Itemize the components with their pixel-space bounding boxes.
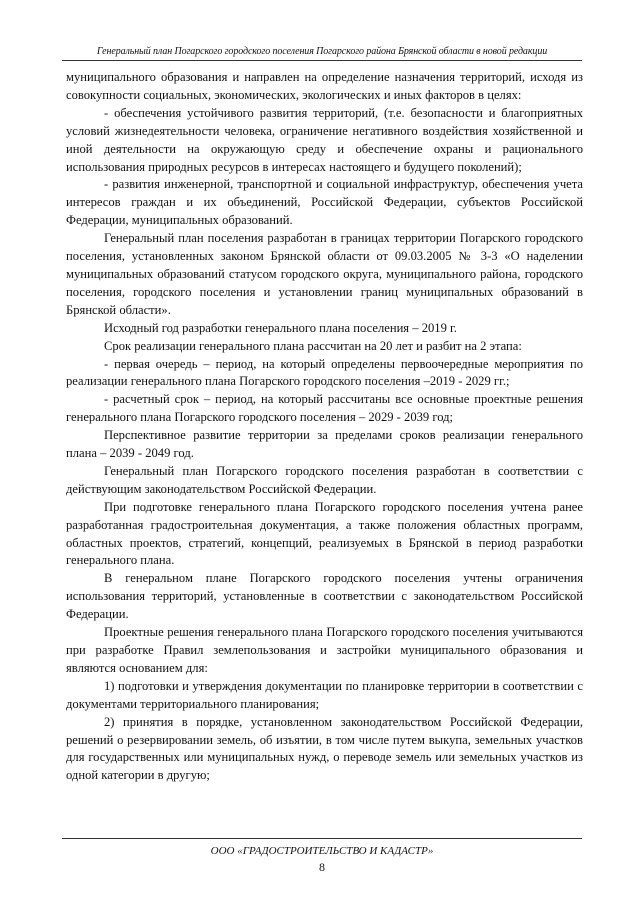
paragraph: 2) принятия в порядке, установленном законодательством Российской Федерации, решений о резервировании земель, об изъятии, в том числе путем выкупа, земельных участков для государственных или муниципальных нужд, о переводе земель или земельных участков из одной категории в другую; [66,714,583,783]
document-body [66,69,583,785]
paragraph: В генеральном плане Погарского городского поселения учтены ограничения использования территорий, установленные в соответствии с законодательством Российской Федерации. [66,571,583,622]
paragraph: Срок реализации генерального плана рассчитан на 20 лет и разбит на 2 этапа: [104,338,522,353]
paragraph: При подготовке генерального плана Погарского городского поселения учтена ранее разработанная градостроительная документация, а также положения областных программ, областных проектов, стратегий, концепций, реализуемых в Брянской в период разработки генерального плана. [66,499,583,568]
footer-organization: ООО «ГРАДОСТРОИТЕЛЬСТВО И КАДАСТР» [210,845,434,857]
paragraph: - расчетный срок – период, на который рассчитаны все основные проектные решения генерального плана Погарского городского поселения – 2029 - 2039 год; [66,392,583,425]
paragraph: 1) подготовки и утверждения документации по планировке территории в соответствии с документами территориального планирования; [66,678,583,711]
paragraph: Исходный год разработки генерального плана поселения – 2019 г. [104,320,457,335]
footer-divider [62,838,582,839]
paragraph: муниципального образования и направлен на определение назначения территорий, исходя из совокупности социальных, экономических, экологических и иных факторов в целях: [66,70,583,102]
paragraph: Генеральный план поселения разработан в границах территории Погарского городского поселения, установленных законом Брянской области от 09.03.2005 № 3-3 «О наделении муниципальных образований статусом городского округа, муниципального района, городского поселения, городского поселения и установлении границ муниципальных образований в Брянской области». [66,231,583,317]
paragraph: Генеральный план Погарского городского поселения разработан в соответствии с действующим законодательством Российской Федерации. [66,463,583,496]
running-header: Генеральный план Погарского городского поселения Погарского района Брянской области в новой редакции [62,46,582,61]
paragraph: Проектные решения генерального плана Погарского городского поселения учитываются при разработке Правил землепользования и застройки муниципального образования и являются основанием для: [66,625,583,675]
paragraph: - первая очередь – период, на который определены первоочередные мероприятия по реализации генерального плана Погарского городского поселения –2019 - 2029 гг.; [66,356,583,389]
paragraph: - развития инженерной, транспортной и социальной инфраструктур, обеспечения учета интересов граждан и их объединений, Российской Федерации, субъектов Российской Федерации, муниципальных образований. [66,177,583,228]
page-number: 8 [319,860,325,874]
paragraph: Перспективное развитие территории за пределами сроков реализации генерального плана – 2039 - 2049 год. [66,428,583,461]
paragraph: - обеспечения устойчивого развития территорий, (т.е. безопасности и благоприятных условий жизнедеятельности человека, ограничение негативного воздействия хозяйственной и иной деятельности на окружающую среду и обеспечение охраны и рационального использования природных ресурсов в интересах настоящего и будущего поколений); [66,105,583,174]
